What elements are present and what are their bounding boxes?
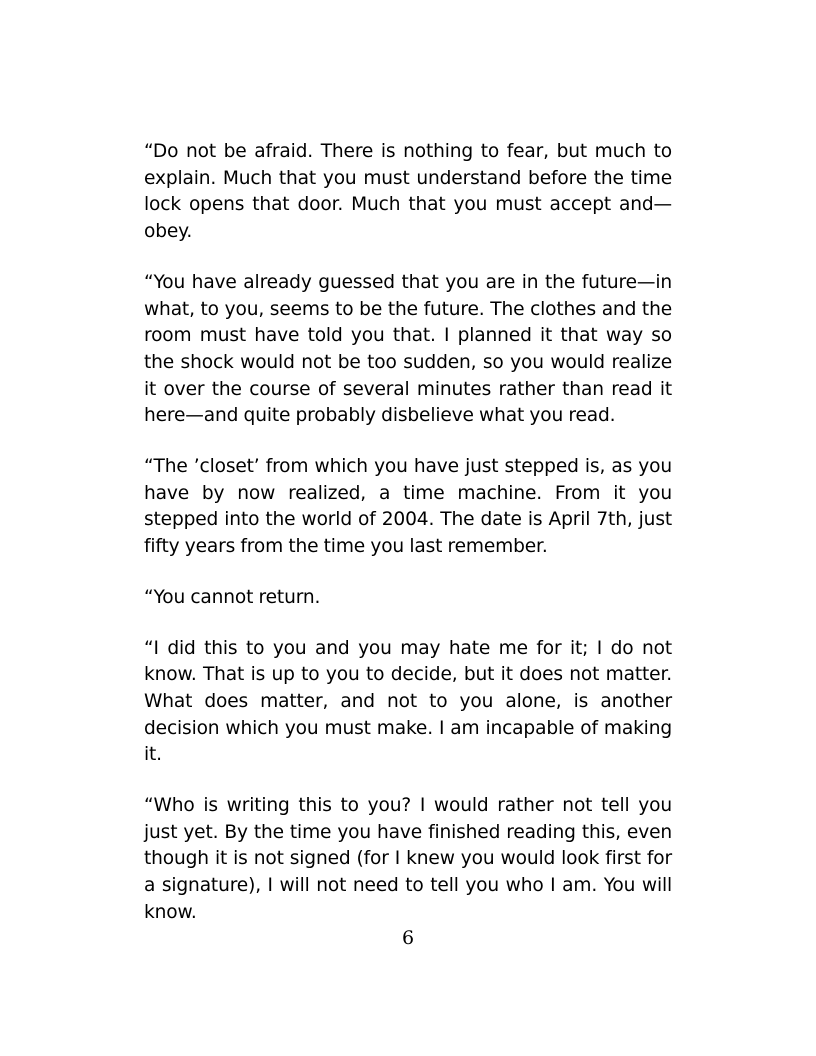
paragraph-2: “You have already guessed that you are in the future—in what, to you, seems to be the future. The clothes and the room must have told you that. I planned it that way so the shock would not be too sudden, so you would realize it over the course of several minutes rather than read it here—and quite probably disbelieve what you read. bbox=[144, 271, 672, 427]
paragraph-6: “Who is writing this to you? I would rather not tell you just yet. By the time you have finished reading this, even though it is not signed (for I knew you would look first for a signature), I will not need to tell you who I am. You will know. bbox=[144, 795, 672, 923]
paragraph-1: “Do not be afraid. There is nothing to fear, but much to explain. Much that you must understand before the time lock opens that door. Much that you must accept and—obey. bbox=[144, 141, 672, 243]
paragraph-3: “The ’closet’ from which you have just stepped is, as you have by now realized, a time machine. From it you stepped into the world of 2004. The date is April 7th, just fifty years from the time you last remember. bbox=[144, 456, 672, 558]
paragraph-4: “You cannot return. bbox=[144, 586, 321, 608]
paragraph-5: “I did this to you and you may hate me for it; I do not know. That is up to you to decide, but it does not matter. What does matter, and not to you alone, is another decision which you must make. I am incapable of making it. bbox=[144, 637, 672, 766]
page-number: 6 bbox=[401, 927, 415, 949]
body-text bbox=[144, 139, 672, 951]
